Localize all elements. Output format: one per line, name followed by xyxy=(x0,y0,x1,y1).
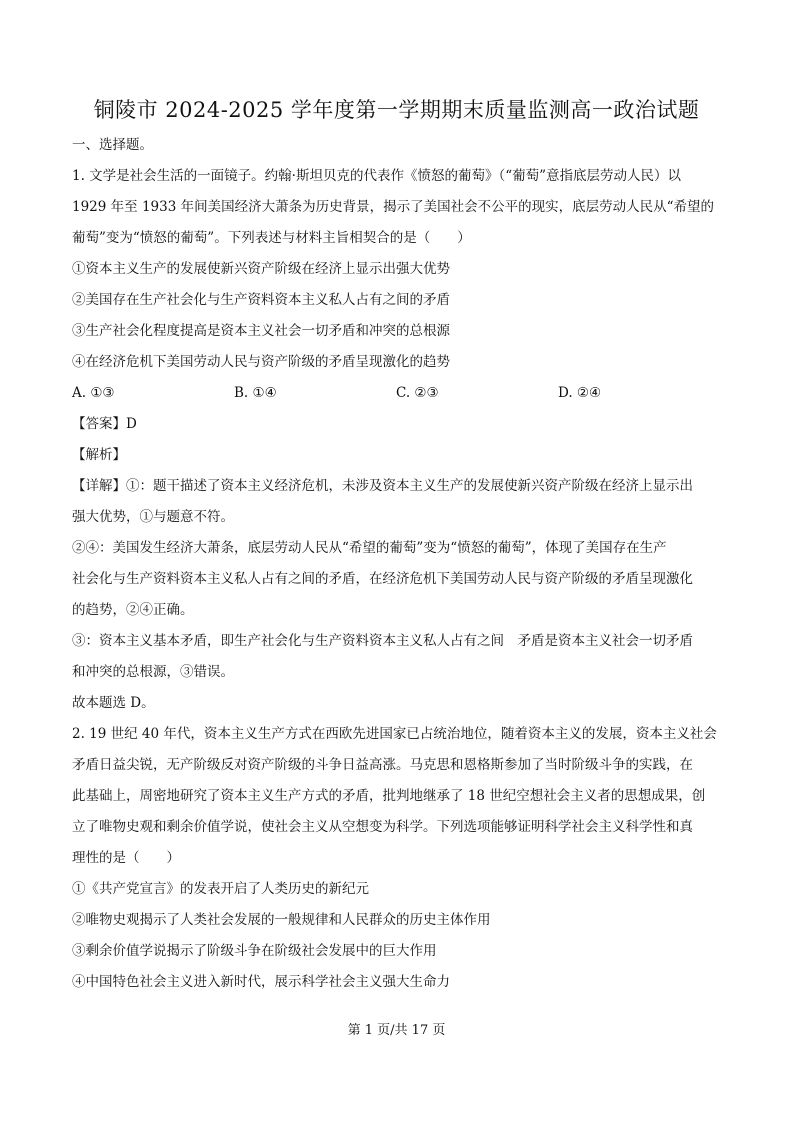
question-1-detail-line: 【详解】①：题干描述了资本主义经济危机，未涉及资本主义生产的发展使新兴资产阶级在经济上显示出 xyxy=(72,478,693,494)
question-1-detail-line: 和冲突的总根源，③错误。 xyxy=(72,664,234,680)
question-1-detail-line: 故本题选 D。 xyxy=(72,695,155,711)
question-1-detail-line: ②④：美国发生经济大萧条，底层劳动人民从“希望的葡萄”变为“愤怒的葡萄”，体现了美国存在生产 xyxy=(72,540,667,556)
question-2-statement-4: ④中国特色社会主义进入新时代，展示科学社会主义强大生命力 xyxy=(72,974,450,990)
option-a: A. ①③ xyxy=(72,385,115,401)
question-1-detail-line: 社会化与生产资料资本主义私人占有之间的矛盾，在经济危机下美国劳动人民与资产阶级的矛盾呈现激化 xyxy=(72,571,693,587)
question-2 xyxy=(72,719,728,998)
section-heading: 一、选择题。 xyxy=(72,137,153,153)
option-c: C. ②③ xyxy=(396,385,439,401)
question-2-stem-line: 立了唯物史观和剩余价值学说，使社会主义从空想变为科学。下列选项能够证明科学社会主义科学性和真 xyxy=(72,819,693,835)
question-1 xyxy=(72,161,728,719)
document-body xyxy=(72,130,728,998)
question-1-statement-1: ①资本主义生产的发展使新兴资产阶级在经济上显示出强大优势 xyxy=(72,261,450,277)
option-d: D. ②④ xyxy=(558,385,602,401)
question-1-stem-line: 1. 文学是社会生活的一面镜子。约翰·斯坦贝克的代表作《愤怒的葡萄》（“葡萄”意指底层劳动人民）以 xyxy=(72,168,682,184)
question-2-stem-line: 此基础上，周密地研究了资本主义生产方式的矛盾，批判地继承了 18 世纪空想社会主义者的思想成果，创 xyxy=(72,788,706,804)
question-1-stem-line: 1929 年至 1933 年间美国经济大萧条为历史背景，揭示了美国社会不公平的现实，底层劳动人民从“希望的 xyxy=(72,199,714,215)
question-1-analysis-label: 【解析】 xyxy=(72,447,126,463)
question-1-detail-line: 强大优势，①与题意不符。 xyxy=(72,509,234,525)
question-2-statement-3: ③剩余价值学说揭示了阶级斗争在阶级社会发展中的巨大作用 xyxy=(72,943,437,959)
page-footer: 第 1 页/共 17 页 xyxy=(347,1023,446,1038)
question-1-options xyxy=(72,378,728,409)
question-1-statement-3: ③生产社会化程度提高是资本主义社会一切矛盾和冲突的总根源 xyxy=(72,323,450,339)
question-2-stem-line: 2. 19 世纪 40 年代，资本主义生产方式在西欧先进国家已占统治地位，随着资本主义的发展，资本主义社会 xyxy=(72,726,717,742)
option-b: B. ①④ xyxy=(234,385,277,401)
question-2-statement-1: ①《共产党宣言》的发表开启了人类历史的新纪元 xyxy=(72,881,369,897)
question-1-stem-line: 葡萄”变为“愤怒的葡萄”。下列表述与材料主旨相契合的是（ ） xyxy=(72,230,471,246)
question-1-detail-line: ③：资本主义基本矛盾，即生产社会化与生产资料资本主义私人占有之间 矛盾是资本主义社会一切矛盾 xyxy=(72,633,693,649)
question-1-answer: 【答案】D xyxy=(72,416,137,432)
question-2-stem-line: 理性的是（ ） xyxy=(72,850,180,866)
question-1-statement-4: ④在经济危机下美国劳动人民与资产阶级的矛盾呈现激化的趋势 xyxy=(72,354,450,370)
question-1-statement-2: ②美国存在生产社会化与生产资料资本主义私人占有之间的矛盾 xyxy=(72,292,450,308)
page-title: 铜陵市 2024-2025 学年度第一学期期末质量监测高一政治试题 xyxy=(93,98,700,122)
question-2-stem-line: 矛盾日益尖锐，无产阶级反对资产阶级的斗争日益高涨。马克思和恩格斯参加了当时阶级斗争的实践，在 xyxy=(72,757,693,773)
question-2-statement-2: ②唯物史观揭示了人类社会发展的一般规律和人民群众的历史主体作用 xyxy=(72,912,491,928)
question-1-detail-line: 的趋势，②④正确。 xyxy=(72,602,194,618)
